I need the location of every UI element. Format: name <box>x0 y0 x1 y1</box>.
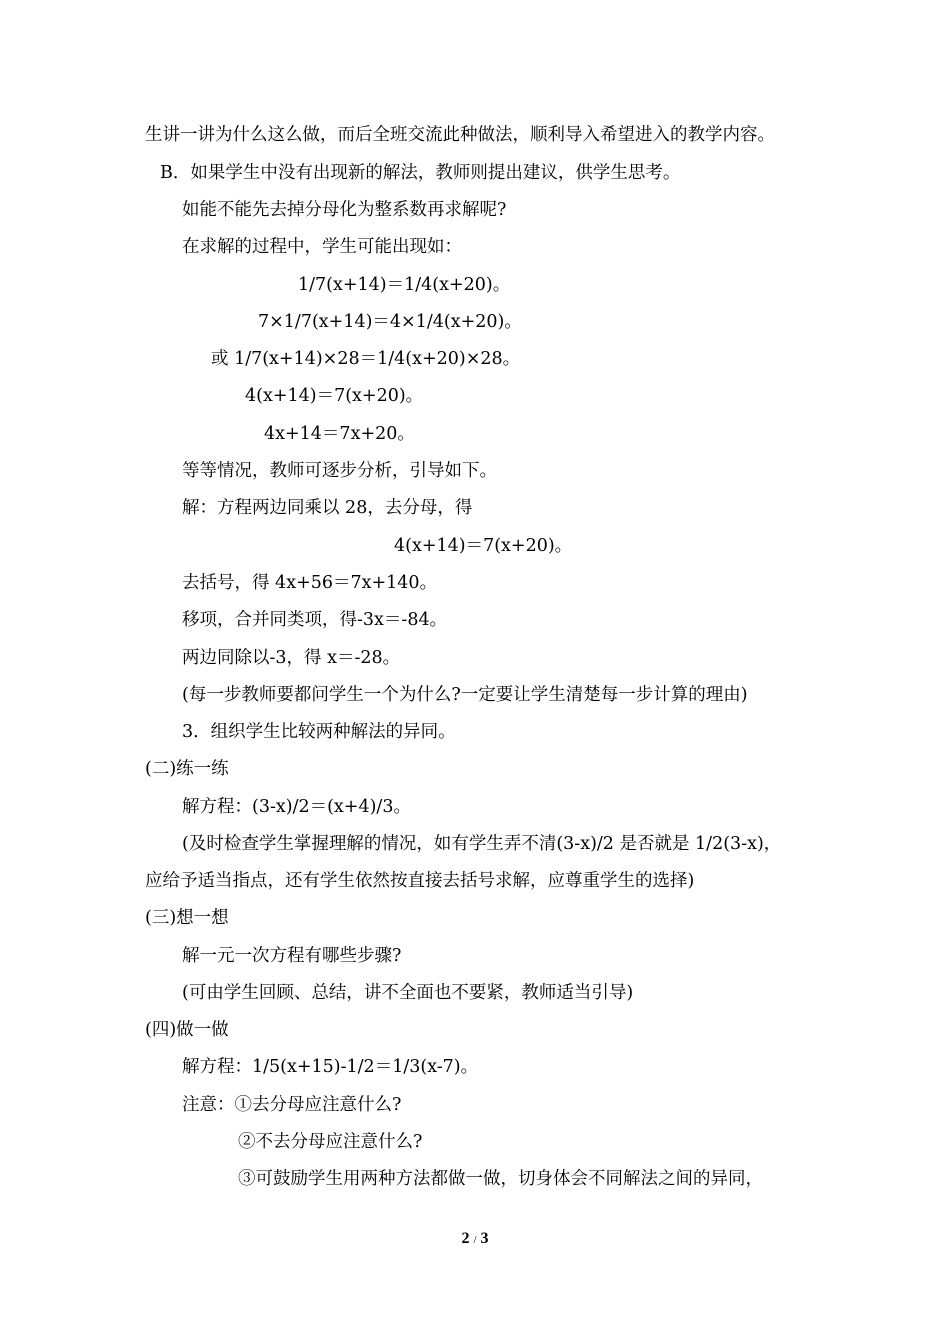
equation-line-4: 4(x+14)＝7(x+20)。 <box>245 386 424 406</box>
text-line-17: 解方程：1/5(x+15)-1/2＝1/3(x-7)。 <box>182 1057 479 1077</box>
section-heading-4: (四)做一做 <box>145 1020 229 1040</box>
section-heading-2: (二)练一练 <box>145 759 229 779</box>
text-line-1: 生讲一讲为什么这么做，而后全班交流此种做法，顺利导入希望进入的教学内容。 <box>145 125 775 145</box>
equation-line-6: 4(x+14)＝7(x+20)。 <box>394 536 573 556</box>
text-line-10: (每一步教师要都问学生一个为什么?一定要让学生清楚每一步计算的理由) <box>182 685 748 705</box>
text-line-4: 在求解的过程中，学生可能出现如： <box>182 237 462 257</box>
text-line-12: 解方程：(3-x)/2＝(x+4)/3。 <box>182 797 411 817</box>
equation-line-2: 7×1/7(x+14)＝4×1/4(x+20)。 <box>258 312 522 332</box>
text-line-18: 注意：①去分母应注意什么? <box>182 1095 402 1115</box>
text-line-16: (可由学生回顾、总结，讲不全面也不要紧，教师适当引导) <box>182 983 634 1003</box>
text-line-19: ②不去分母应注意什么? <box>238 1132 423 1152</box>
text-line-8: 移项，合并同类项，得-3x＝-84。 <box>182 610 448 630</box>
text-line-11: 3．组织学生比较两种解法的异同。 <box>182 722 456 742</box>
section-heading-3: (三)想一想 <box>145 908 229 928</box>
page-current: 2 <box>461 1230 470 1247</box>
text-line-2: B．如果学生中没有出现新的解法，教师则提出建议，供学生思考。 <box>160 163 681 183</box>
text-line-9: 两边同除以-3，得 x＝-28。 <box>182 648 401 668</box>
text-line-7: 去括号，得 4x+56＝7x+140。 <box>182 573 438 593</box>
equation-line-5: 4x+14＝7x+20。 <box>264 424 415 444</box>
text-line-3: 如能不能先去掉分母化为整系数再求解呢? <box>182 200 507 220</box>
equation-line-3: 或 1/7(x+14)×28＝1/4(x+20)×28。 <box>211 349 521 369</box>
equation-line-1: 1/7(x+14)＝1/4(x+20)。 <box>298 275 511 295</box>
text-line-14: 应给予适当指点，还有学生依然按直接去括号求解，应尊重学生的选择) <box>145 871 695 891</box>
page-total: 3 <box>480 1230 489 1247</box>
text-line-13: (及时检查学生掌握理解的情况，如有学生弄不清(3-x)/2 是否就是 1/2(3-x)， <box>182 834 782 854</box>
text-line-15: 解一元一次方程有哪些步骤? <box>182 946 402 966</box>
page-number <box>0 1228 950 1251</box>
text-line-5: 等等情况，教师可逐步分析，引导如下。 <box>182 461 497 481</box>
text-line-20: ③可鼓励学生用两种方法都做一做，切身体会不同解法之间的异同， <box>238 1169 763 1189</box>
text-line-6: 解：方程两边同乘以 28，去分母，得 <box>182 498 473 518</box>
page-separator: / <box>473 1234 477 1246</box>
